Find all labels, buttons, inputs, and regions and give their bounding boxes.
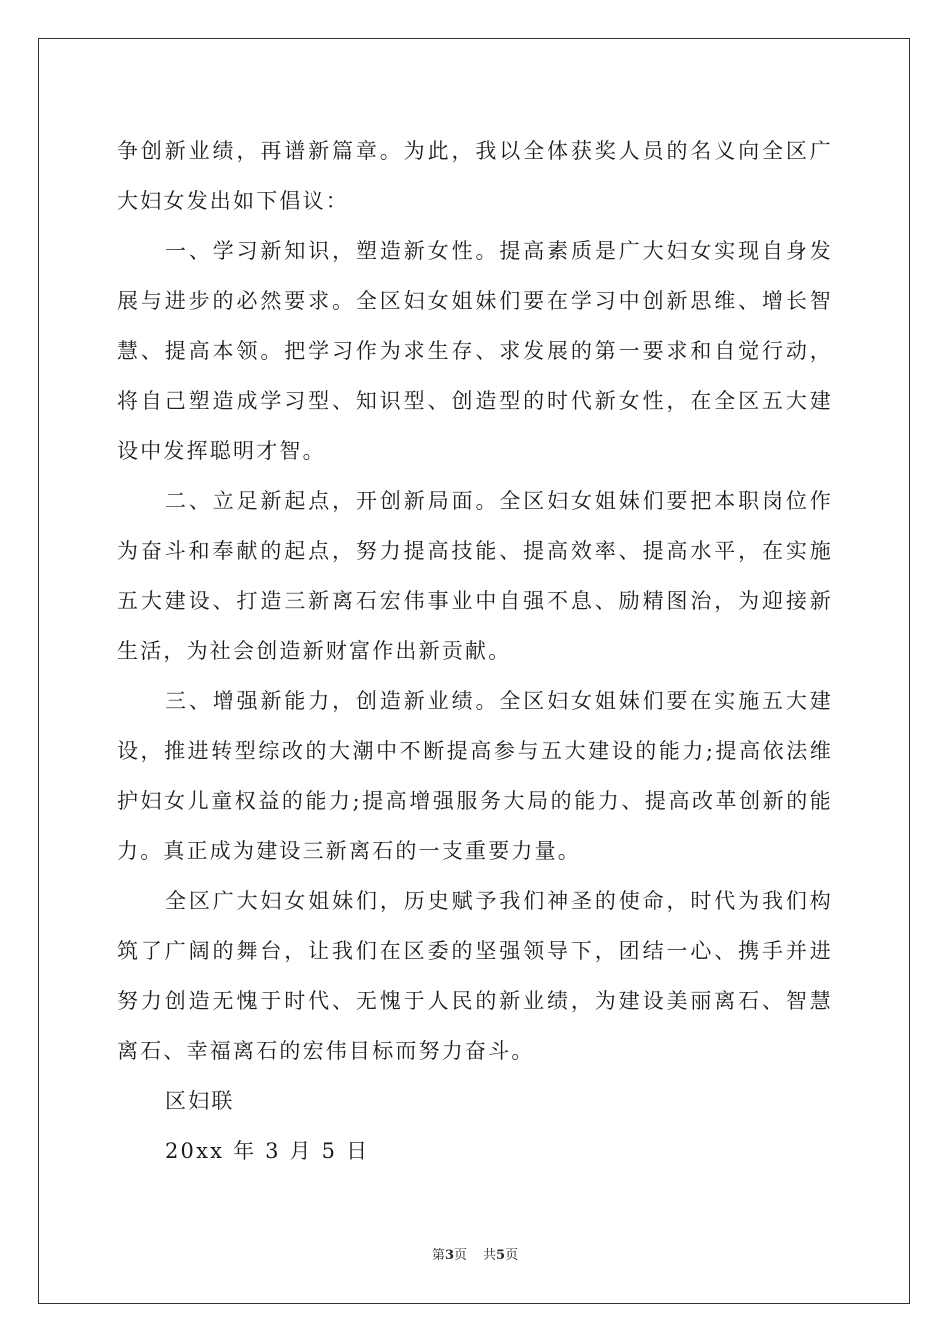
paragraph-proposal-one: 一、学习新知识，塑造新女性。提高素质是广大妇女实现自身发展与进步的必然要求。全区妇女姐妹们要在学习中创新思维、增长智慧、提高本领。把学习作为求生存、求发展的第一要求和自觉行动，将自己塑造成学习型、知识型、创造型的时代新女性，在全区五大建设中发挥聪明才智。 — [117, 239, 833, 463]
paragraph-proposal-three: 三、增强新能力，创造新业绩。全区妇女姐妹们要在实施五大建设，推进转型综改的大潮中不断提高参与五大建设的能力;提高依法维护妇女儿童权益的能力;提高增强服务大局的能力、提高改革创新的能力。真正成为建设三新离石的一支重要力量。 — [117, 689, 833, 863]
signature-date: 20xx 年 3 月 5 日 — [165, 1139, 370, 1163]
page-number-total: 共5页 — [483, 1248, 519, 1263]
page-number-current: 第3页 — [431, 1248, 467, 1263]
document-body — [117, 126, 833, 1176]
signature-organization: 区妇联 — [165, 1089, 235, 1113]
page-footer — [0, 1247, 950, 1265]
paragraph-closing: 全区广大妇女姐妹们，历史赋予我们神圣的使命，时代为我们构筑了广阔的舞台，让我们在区委的坚强领导下，团结一心、携手并进努力创造无愧于时代、无愧于人民的新业绩，为建设美丽离石、智慧离石、幸福离石的宏伟目标而努力奋斗。 — [117, 889, 833, 1063]
paragraph-intro: 争创新业绩，再谱新篇章。为此，我以全体获奖人员的名义向全区广大妇女发出如下倡议： — [117, 139, 833, 213]
paragraph-proposal-two: 二、立足新起点，开创新局面。全区妇女姐妹们要把本职岗位作为奋斗和奉献的起点，努力提高技能、提高效率、提高水平，在实施五大建设、打造三新离石宏伟事业中自强不息、励精图治，为迎接新生活，为社会创造新财富作出新贡献。 — [117, 489, 833, 663]
